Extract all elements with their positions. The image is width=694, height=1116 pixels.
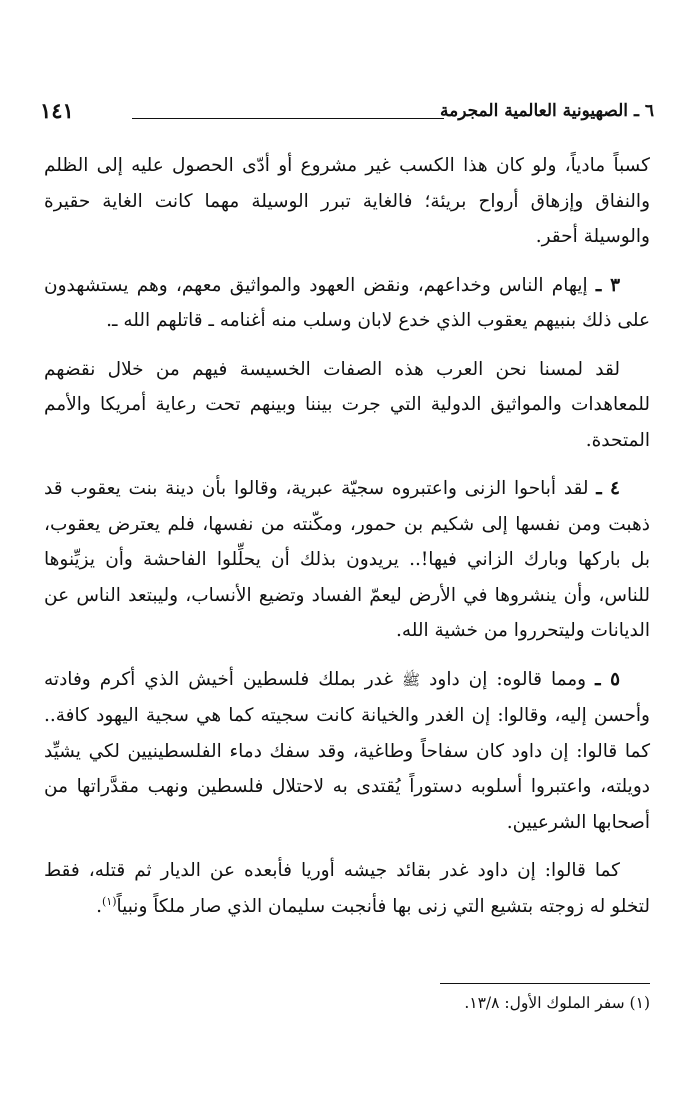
footnote: (١) سفر الملوك الأول: ١٣/٨.: [464, 994, 650, 1012]
paragraph-2-text: إيهام الناس وخداعهم، ونقض العهود والمواثيق معهم، وهم يستشهدون على ذلك بنبيهم يعقوب الذي خدع لابان وسلب منه أغنامه ـ قاتلهم الله ـ.: [44, 274, 650, 331]
header-rule: [132, 118, 444, 119]
footnote-rule: [440, 983, 650, 984]
paragraph-2: [44, 268, 650, 339]
paragraph-4: [44, 471, 650, 649]
paragraph-1: [44, 148, 650, 255]
item-number-5: ٥ ـ: [595, 668, 620, 690]
running-title: ٦ ـ الصهيونية العالمية المجرمة: [439, 101, 654, 121]
item-number-3: ٣ ـ: [595, 274, 620, 296]
item-number-4: ٤ ـ: [596, 478, 620, 499]
paragraph-4-text: لقد أباحوا الزنى واعتبروه سجيّة عبرية، وقالوا بأن دينة بنت يعقوب قد ذهبت ومن نفسها إلى شكيم بن حمور، ومكّنته من نفسها، فلم يعترض يعقوب، بل باركها وبارك الزاني فيها!.. يريدون بذلك أن يحلِّلوا الفاحشة وأن يزيِّنوها للناس، وأن ينشروها في الأرض ليعمّ الفساد وتضيع الأنساب، وليبتعد الناس عن الديانات وليتحرروا من خشية الله.: [44, 478, 650, 641]
paragraph-3: [44, 352, 650, 459]
paragraph-1-text: كسباً مادياً، ولو كان هذا الكسب غير مشروع أو أدّى الحصول عليه إلى الظلم والنفاق وإزهاق أرواح بريئة؛ فالغاية تبرر الوسيلة مهما كانت الغاية حقيرة والوسيلة أحقر.: [44, 155, 650, 247]
page-number: ١٤١: [40, 98, 74, 123]
paragraph-5-text-a: ومما قالوه: إن داود: [429, 668, 587, 690]
body-text: [44, 148, 650, 937]
paragraph-5-text-b: غدر بملك فلسطين أخيش الذي أكرم وفادته وأحسن إليه، وقالوا: إن الغدر والخيانة كانت سجيته كما هي سجية اليهود كافة.. كما قالوا: إن داود كان سفاحاً وطاغية، وقد سفك دماء الفلسطينيين لكي يشيِّد دويلته، واعتبروا أسلوبه دستوراً يُقتدى به لاحتلال فلسطين ونهب مقدَّراتها من أصحابها الشرعيين.: [44, 668, 650, 833]
paragraph-3-text: لقد لمسنا نحن العرب هذه الصفات الخسيسة فيهم من خلال نقضهم للمعاهدات والمواثيق الدولية التي جرت بيننا وبينهم تحت رعاية أمريكا والأمم المتحدة.: [44, 358, 650, 451]
paragraph-6: [44, 853, 650, 924]
paragraph-6-end: .: [96, 895, 102, 917]
paragraph-6-text: كما قالوا: إن داود غدر بقائد جيشه أوريا فأبعده عن الديار ثم قتله، فقط لتخلو له زوجته بتشيع التي زنى بها فأنجبت سليمان الذي صار ملكاً ونبياً: [44, 860, 650, 917]
paragraph-5: [44, 662, 650, 841]
page-header: [40, 96, 654, 130]
footnote-reference[interactable]: (١): [101, 894, 117, 908]
salutation-ligature: ﷺ: [402, 670, 421, 689]
